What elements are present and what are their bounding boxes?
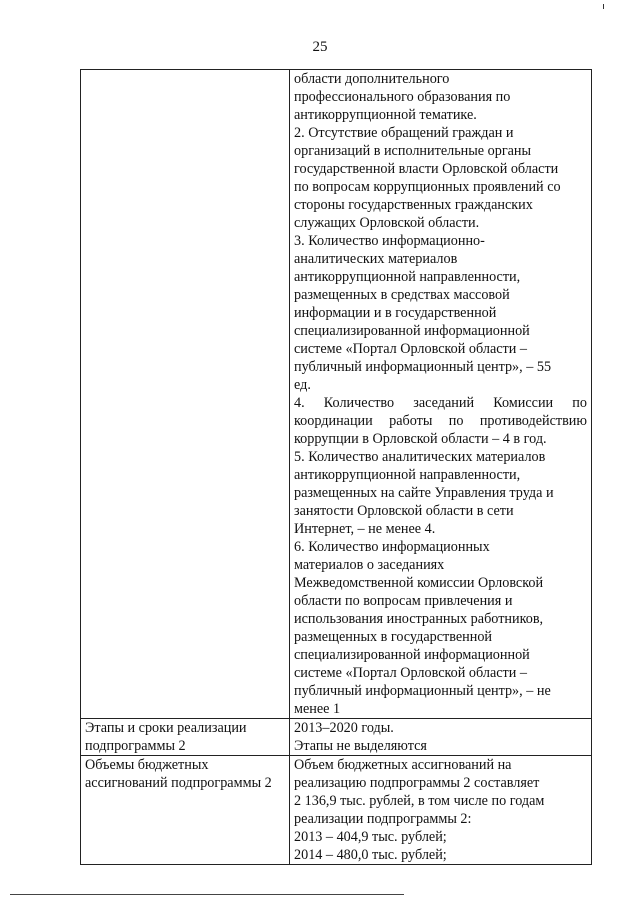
- text-line: координации работы по противодействию: [294, 413, 587, 429]
- text-line: области дополнительного: [294, 71, 450, 87]
- page-number: 25: [312, 39, 328, 55]
- text-line: ед.: [294, 377, 311, 393]
- label-line: Этапы и сроки реализации: [85, 720, 247, 736]
- text-line: по вопросам коррупционных проявлений со: [294, 179, 561, 195]
- text-line: системе «Портал Орловской области –: [294, 341, 527, 357]
- table-row: [81, 719, 592, 756]
- row-label-cell: [81, 756, 290, 865]
- text-line: 2 136,9 тыс. рублей, в том числе по годам: [294, 793, 545, 809]
- text-line: реализацию подпрограммы 2 составляет: [294, 775, 540, 791]
- text-line: занятости Орловской области в сети: [294, 503, 514, 519]
- text-line: системе «Портал Орловской области –: [294, 665, 527, 681]
- text-line: 4. Количество заседаний Комиссии по: [294, 395, 587, 411]
- text-line: области по вопросам привлечения и: [294, 593, 513, 609]
- passport-table: [80, 69, 592, 865]
- text-line: 2014 – 480,0 тыс. рублей;: [294, 847, 447, 863]
- text-line: стороны государственных гражданских: [294, 197, 533, 213]
- text-line: профессионального образования по: [294, 89, 511, 105]
- text-line: государственной власти Орловской области: [294, 161, 559, 177]
- text-line: 3. Количество информационно-: [294, 233, 485, 249]
- corner-mark: [603, 4, 604, 9]
- text-line: антикоррупционной направленности,: [294, 467, 521, 483]
- text-line: 2013 – 404,9 тыс. рублей;: [294, 829, 447, 845]
- text-line: размещенных в государственной: [294, 629, 493, 645]
- text-line: антикоррупционной тематике.: [294, 107, 477, 123]
- label-line: Объемы бюджетных: [85, 757, 209, 773]
- text-line: Объем бюджетных ассигнований на: [294, 757, 512, 773]
- text-line: 2. Отсутствие обращений граждан и: [294, 125, 514, 141]
- text-line: специализированной информационной: [294, 323, 530, 339]
- text-line: материалов о заседаниях: [294, 557, 445, 573]
- text-line: реализации подпрограммы 2:: [294, 811, 472, 827]
- table-row: [81, 70, 592, 719]
- text-line: 6. Количество информационных: [294, 539, 490, 555]
- text-line: организаций в исполнительные органы: [294, 143, 532, 159]
- text-line: публичный информационный центр», – не: [294, 683, 551, 699]
- footnote-rule: [10, 894, 404, 895]
- row-content-cell: [290, 719, 592, 756]
- text-line: 5. Количество аналитических материалов: [294, 449, 546, 465]
- text-line: Этапы не выделяются: [294, 738, 427, 754]
- text-line: использования иностранных работников,: [294, 611, 544, 627]
- row-label-cell: [81, 70, 290, 719]
- label-line: подпрограммы 2: [85, 738, 186, 754]
- text-line: служащих Орловской области.: [294, 215, 480, 231]
- table-row: [81, 756, 592, 865]
- row-label-cell: [81, 719, 290, 756]
- row-content-cell: [290, 756, 592, 865]
- text-line: аналитических материалов: [294, 251, 458, 267]
- text-line: антикоррупционной направленности,: [294, 269, 521, 285]
- text-line: размещенных в средствах массовой: [294, 287, 510, 303]
- text-line: размещенных на сайте Управления труда и: [294, 485, 554, 501]
- text-line: коррупции в Орловской области – 4 в год.: [294, 431, 547, 447]
- text-line: информации и в государственной: [294, 305, 497, 321]
- label-line: ассигнований подпрограммы 2: [85, 775, 272, 791]
- text-line: 2013–2020 годы.: [294, 720, 394, 736]
- text-line: менее 1: [294, 701, 341, 717]
- text-line: специализированной информационной: [294, 647, 530, 663]
- text-line: Интернет, – не менее 4.: [294, 521, 436, 537]
- row-content-cell: [290, 70, 592, 719]
- text-line: публичный информационный центр», – 55: [294, 359, 552, 375]
- text-line: Межведомственной комиссии Орловской: [294, 575, 544, 591]
